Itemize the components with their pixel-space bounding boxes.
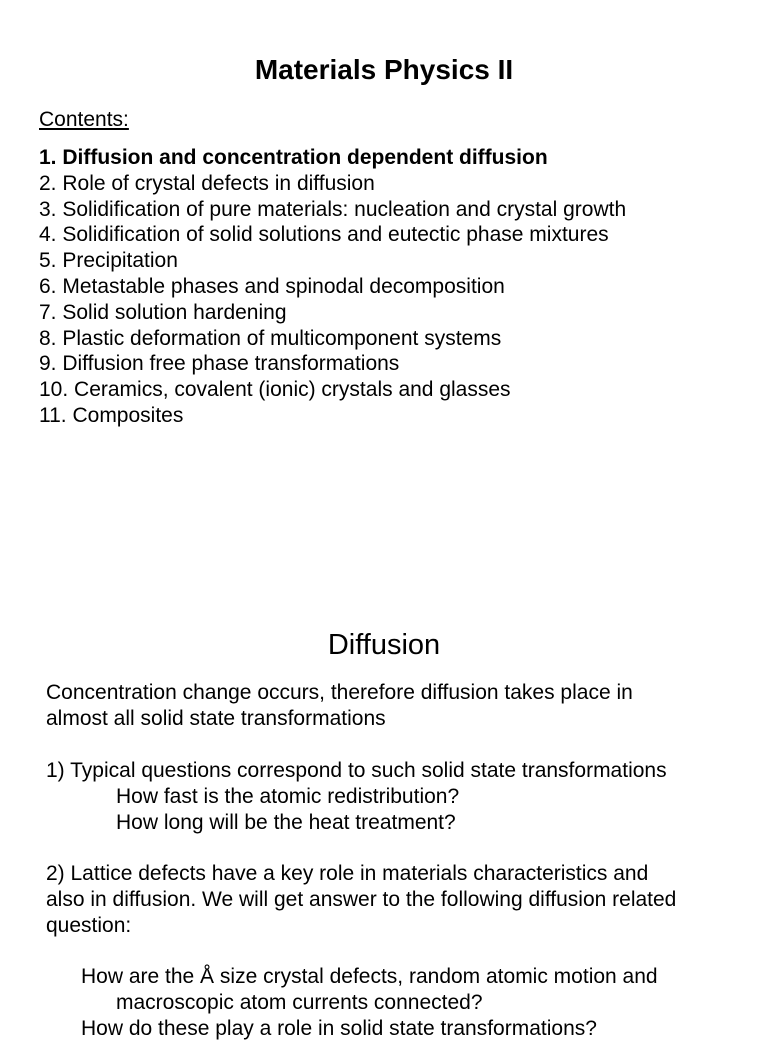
point-1-question: How long will be the heat treatment?	[116, 811, 456, 834]
key-question	[46, 964, 658, 1042]
toc-item: 11. Composites	[39, 403, 184, 427]
intro-line: almost all solid state transformations	[46, 707, 386, 730]
toc-item: 1. Diffusion and concentration dependent diffusion	[39, 146, 548, 169]
toc-item: 9. Diffusion free phase transformations	[39, 352, 400, 376]
point-2-line: question:	[46, 914, 132, 937]
toc-item: 10. Ceramics, covalent (ionic) crystals and glasses	[39, 378, 511, 402]
point-2-line: 2) Lattice defects have a key role in materials characteristics and	[46, 862, 649, 885]
intro-line: Concentration change occurs, therefore diffusion takes place in	[46, 681, 633, 704]
toc-item: 8. Plastic deformation of multicomponent systems	[39, 326, 502, 350]
point-2-line: also in diffusion. We will get answer to the following diffusion related	[46, 888, 677, 911]
toc-item: 2. Role of crystal defects in diffusion	[39, 171, 375, 195]
key-question-line: How are the Å size crystal defects, random atomic motion and	[81, 965, 658, 988]
section-title: Diffusion	[327, 629, 441, 661]
toc-item: 7. Solid solution hardening	[39, 300, 287, 324]
toc-item: 4. Solidification of solid solutions and eutectic phase mixtures	[39, 223, 609, 247]
page-title: Materials Physics II	[254, 54, 514, 85]
toc-item: 3. Solidification of pure materials: nucleation and crystal growth	[39, 197, 627, 221]
table-of-contents	[39, 145, 626, 429]
toc-item: 5. Precipitation	[39, 249, 178, 273]
contents-label: Contents:	[39, 108, 129, 131]
point-1	[46, 758, 667, 836]
toc-item: 6. Metastable phases and spinodal decomposition	[39, 274, 505, 298]
intro-paragraph	[46, 680, 633, 732]
point-1-question: How fast is the atomic redistribution?	[116, 785, 460, 808]
key-question-line: macroscopic atom currents connected?	[116, 991, 483, 1014]
key-question-line: How do these play a role in solid state transformations?	[81, 1017, 597, 1040]
point-2	[46, 861, 676, 939]
point-1-text: 1) Typical questions correspond to such solid state transformations	[46, 759, 667, 782]
